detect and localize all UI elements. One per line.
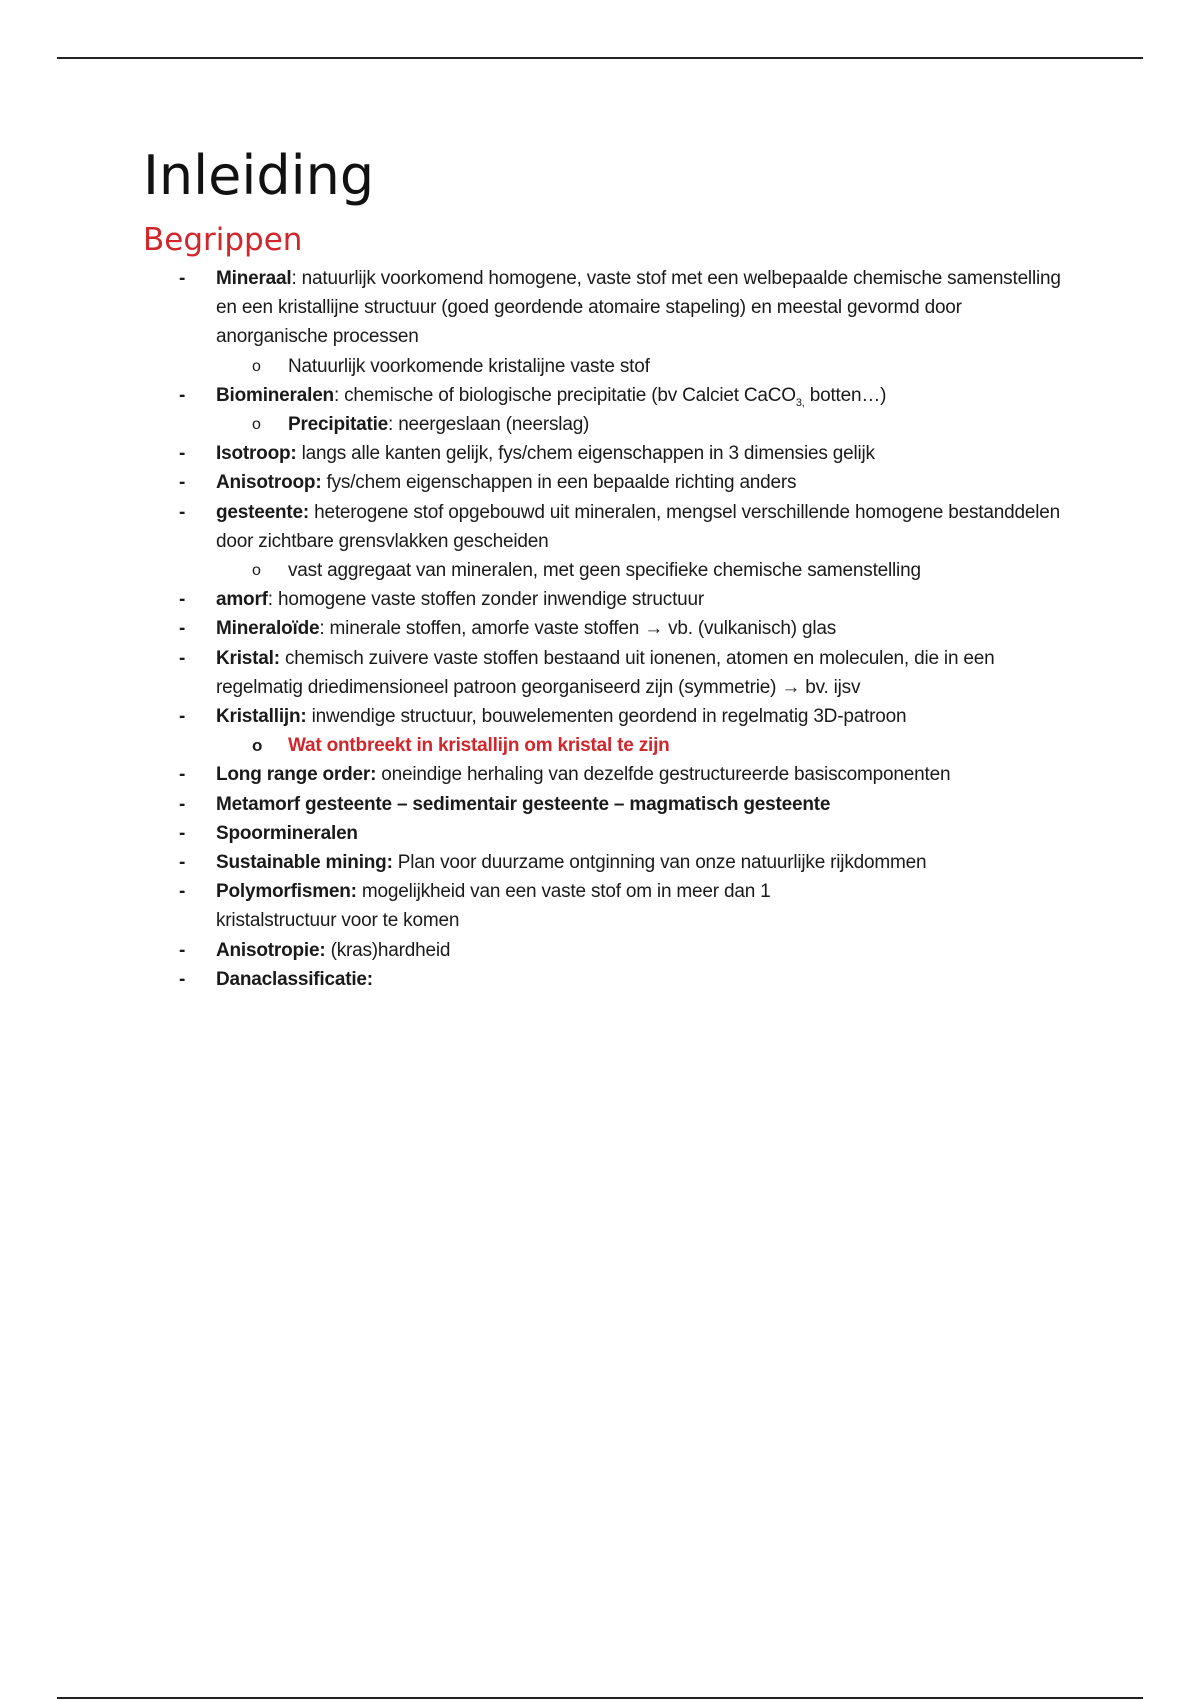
list-item-anisotropie — [143, 936, 1063, 965]
term: Kristallijn: — [216, 706, 307, 728]
term: Long range order: — [216, 764, 377, 786]
sub-item-mineraal — [143, 352, 1063, 381]
dash-bullet: - — [179, 443, 186, 465]
list-item-mineraal — [143, 264, 1063, 352]
definition: chemisch zuivere vaste stoffen bestaand uit ionenen, atomen en moleculen, die in een regelmatig driedimensioneel patroon georganiseerd zijn (symmetrie) → bv. ijsv — [216, 647, 995, 698]
list-item-spoormineralen — [143, 819, 1063, 848]
term: Isotroop: — [216, 443, 297, 465]
dash-bullet: - — [179, 764, 186, 786]
definition: : homogene vaste stoffen zonder inwendige structuur — [267, 589, 705, 611]
list-item-gesteente-types — [143, 790, 1063, 819]
term: Kristal: — [216, 647, 280, 669]
definition: Plan voor duurzame ontginning van onze natuurlijke rijkdommen — [392, 852, 927, 874]
definition: : neergeslaan (neerslag) — [388, 414, 590, 436]
circle-bullet: o — [252, 357, 261, 375]
list-item-long-range-order — [143, 760, 1063, 789]
term: Sustainable mining: — [216, 852, 393, 874]
dash-bullet: - — [179, 589, 186, 611]
definition: heterogene stof opgebouwd uit mineralen, mengsel verschillende homogene bestanddelen door zichtbare grensvlakken gescheiden — [216, 501, 1060, 552]
list-item-isotroop — [143, 439, 1063, 468]
dash-bullet: - — [179, 881, 186, 903]
dash-bullet: - — [179, 647, 186, 669]
term: Biomineralen — [216, 384, 334, 406]
sub-item-gesteente — [143, 556, 1063, 585]
dash-bullet: - — [179, 268, 186, 289]
term: Anisotropie: — [216, 939, 326, 961]
list-item-danaclassificatie — [143, 965, 1063, 994]
list-item-amorf — [143, 585, 1063, 614]
list-item-biomineralen — [143, 381, 1063, 410]
definition: fys/chem eigenschappen in een bepaalde richting anders — [321, 472, 797, 494]
dash-bullet: - — [179, 793, 186, 815]
subscript: 3, — [795, 396, 805, 409]
dash-bullet: - — [179, 501, 186, 523]
definition: : natuurlijk voorkomend homogene, vaste stof met een welbepaalde chemische samenstelling en een kristallijne structuur (goed geordende atomaire stapeling) en meestal gevormd door anorganische processen — [216, 268, 1061, 348]
term: Mineraloïde — [216, 618, 320, 640]
highlighted-question: Wat ontbreekt in kristallijn om kristal te zijn — [288, 735, 670, 757]
term: Mineraal — [216, 268, 292, 289]
term: Metamorf gesteente – sedimentair gesteente – magmatisch gesteente — [216, 793, 831, 815]
definition-end: botten…) — [804, 384, 887, 406]
list-item-sustainable-mining — [143, 848, 1063, 877]
list-item-polymorfismen — [143, 877, 856, 935]
definition: mogelijkheid van een vaste stof om in meer dan 1 kristalstructuur voor te komen — [216, 881, 771, 932]
footer-rule — [57, 1697, 1143, 1699]
term: Polymorfismen: — [216, 881, 357, 903]
list-item-gesteente — [143, 498, 1063, 556]
definition: oneindige herhaling van dezelfde gestructureerde basiscomponenten — [376, 764, 951, 786]
circle-bullet: o — [252, 416, 261, 434]
term: Anisotroop: — [216, 472, 322, 494]
definition: langs alle kanten gelijk, fys/chem eigenschappen in 3 dimensies gelijk — [296, 443, 875, 465]
list-item-kristal — [143, 644, 1063, 702]
term: Precipitatie — [288, 414, 389, 436]
page-title: Inleiding — [143, 144, 375, 207]
term: amorf — [216, 589, 268, 611]
dash-bullet: - — [179, 822, 186, 844]
sub-item-precipitatie — [143, 410, 1063, 439]
list-item-mineraloide — [143, 614, 1063, 643]
definition: : chemische of biologische precipitatie (bv Calciet CaCO — [333, 384, 796, 406]
sub-item-kristallijn-question — [143, 731, 1063, 760]
term: Danaclassificatie: — [216, 968, 373, 990]
list-item-kristallijn — [143, 702, 1063, 731]
list-item-anisotroop — [143, 468, 1063, 497]
circle-bullet: o — [252, 562, 261, 580]
definition: (kras)hardheid — [325, 939, 451, 961]
dash-bullet: - — [179, 618, 186, 640]
dash-bullet: - — [179, 852, 186, 874]
definition: inwendige structuur, bouwelementen geordend in regelmatig 3D-patroon — [306, 706, 907, 728]
section-heading: Begrippen — [143, 222, 303, 258]
dash-bullet: - — [179, 706, 186, 728]
dash-bullet: - — [179, 472, 186, 494]
circle-bullet: o — [252, 736, 263, 756]
term: gesteente: — [216, 501, 310, 523]
dash-bullet: - — [179, 968, 186, 990]
definition: Natuurlijk voorkomende kristalijne vaste stof — [288, 355, 650, 377]
term: Spoormineralen — [216, 822, 358, 844]
dash-bullet: - — [179, 939, 186, 961]
header-rule — [57, 57, 1143, 59]
document-body — [143, 138, 1063, 994]
definition: : minerale stoffen, amorfe vaste stoffen → vb. (vulkanisch) glas — [319, 618, 837, 640]
definition: vast aggregaat van mineralen, met geen specifieke chemische samenstelling — [288, 560, 921, 582]
dash-bullet: - — [179, 384, 186, 406]
definition-list — [143, 264, 1063, 994]
